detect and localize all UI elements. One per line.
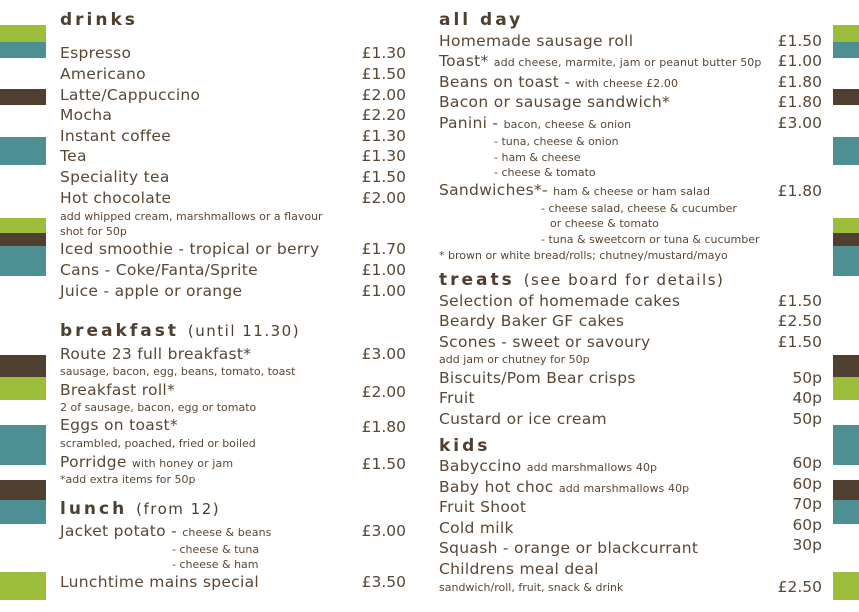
- all-day-heading: all day: [439, 10, 524, 30]
- menu-item-price: £1.30: [361, 147, 406, 165]
- menu-item-name: Childrens meal deal: [439, 560, 599, 578]
- menu-item-price: £3.00: [361, 522, 406, 540]
- menu-item-option: cheese & beans: [182, 526, 272, 539]
- menu-item-price: £1.50: [361, 455, 406, 473]
- menu-item-price: 60p: [792, 516, 822, 534]
- treats-heading-sub: (see board for details): [523, 271, 725, 289]
- menu-item-name: Latte/Cappuccino: [60, 86, 201, 104]
- menu-item-option: - ham & cheese: [494, 151, 581, 164]
- menu-item-price: £2.50: [777, 578, 822, 596]
- stripe: [0, 246, 46, 276]
- stripe: [833, 233, 859, 246]
- menu-item-option: - cheese & tuna: [172, 543, 260, 556]
- menu-item-name: Baby hot choc: [439, 478, 554, 496]
- stripe: [0, 377, 46, 400]
- menu-item-inline-note: add marshmallows 40p: [526, 461, 658, 474]
- stripe: [833, 218, 859, 233]
- stripe: [0, 25, 46, 42]
- stripe: [0, 233, 46, 246]
- menu-item-option: ham & cheese or ham salad: [553, 185, 711, 198]
- stripe: [833, 137, 859, 165]
- menu-item-note: *add extra items for 50p: [60, 473, 196, 486]
- stripe: [833, 480, 859, 500]
- stripe: [0, 137, 46, 165]
- stripe: [0, 425, 46, 465]
- menu-item-price: £1.30: [361, 127, 406, 145]
- menu-item-name: Americano: [60, 65, 146, 83]
- lunch-heading-title: lunch: [60, 499, 128, 519]
- menu-item-name: Toast*: [439, 52, 489, 70]
- all-day-footnote: * brown or white bread/rolls; chutney/mustard/mayo: [439, 249, 728, 262]
- stripe: [833, 377, 859, 400]
- menu-item-price: 60p: [792, 454, 822, 472]
- menu-item-name: Custard or ice cream: [439, 410, 607, 428]
- menu-item-name: Homemade sausage roll: [439, 32, 634, 50]
- menu-item-price: £2.00: [361, 383, 406, 401]
- menu-item-name: Lunchtime mains special: [60, 573, 260, 591]
- menu-item-name: Breakfast roll*: [60, 381, 176, 399]
- porridge-item: [60, 453, 233, 471]
- menu-item-option: - cheese & tomato: [494, 166, 596, 179]
- menu-item-price: £2.50: [777, 312, 822, 330]
- treats-heading: [439, 270, 724, 290]
- menu-item-name: Biscuits/Pom Bear crisps: [439, 369, 636, 387]
- stripe: [0, 42, 46, 58]
- menu-item-note: sausage, bacon, egg, beans, tomato, toast: [60, 365, 296, 378]
- menu-item-name: Hot chocolate: [60, 189, 172, 207]
- menu-item-name: Fruit Shoot: [439, 498, 527, 516]
- stripe: [833, 500, 859, 524]
- sandwiches-item: [439, 181, 710, 199]
- menu-item-note: add whipped cream, marshmallows or a flavour: [60, 210, 323, 223]
- menu-item-price: £2.20: [361, 106, 406, 124]
- menu-item-name: Eggs on toast*: [60, 416, 178, 434]
- stripe: [0, 218, 46, 233]
- breakfast-heading-title: breakfast: [60, 321, 179, 341]
- lunch-heading: [60, 499, 220, 519]
- panini-item: [439, 114, 631, 132]
- menu-item-price: £1.50: [777, 32, 822, 50]
- menu-item-name: Speciality tea: [60, 168, 170, 186]
- menu-item-price: 50p: [792, 410, 822, 428]
- menu-item-name: Cold milk: [439, 519, 514, 537]
- menu-item-name: Beans on toast -: [439, 73, 571, 91]
- menu-item-price: £1.80: [361, 418, 406, 436]
- stripe: [833, 355, 859, 377]
- stripe: [0, 355, 46, 377]
- treats-heading-title: treats: [439, 270, 515, 290]
- menu-item-price: £1.80: [777, 93, 822, 111]
- menu-item-note: 2 of sausage, bacon, egg or tomato: [60, 401, 257, 414]
- menu-item-name: Tea: [60, 147, 87, 165]
- menu-item-name: Bacon or sausage sandwich*: [439, 93, 671, 111]
- menu-item-option: - cheese & ham: [172, 558, 259, 571]
- menu-item-name: Selection of homemade cakes: [439, 292, 681, 310]
- menu-item-price: £1.30: [361, 44, 406, 62]
- menu-item-price: £3.50: [361, 573, 406, 591]
- menu-item-inline-note: add cheese, marmite, jam or peanut butter 50p: [493, 56, 762, 69]
- menu-item-price: £1.70: [361, 240, 406, 258]
- menu-item-inline-note: with honey or jam: [131, 457, 234, 470]
- menu-item-price: £1.80: [777, 73, 822, 91]
- menu-item-price: £1.50: [361, 65, 406, 83]
- menu-item-option: - tuna, cheese & onion: [494, 135, 619, 148]
- menu-item-name: Juice - apple or orange: [60, 282, 243, 300]
- menu-item-note: shot for 50p: [60, 225, 127, 238]
- kids-heading: kids: [439, 436, 491, 456]
- menu-item-name: Squash - orange or blackcurrant: [439, 539, 699, 557]
- lunch-heading-sub: (from 12): [136, 500, 221, 518]
- menu-item-inline-note: add marshmallows 40p: [558, 482, 690, 495]
- menu-item-name: Cans - Coke/Fanta/Sprite: [60, 261, 258, 279]
- baby-hot-choc-item: [439, 478, 689, 496]
- menu-item-price: £1.00: [361, 282, 406, 300]
- breakfast-heading-sub: (until 11.30): [187, 322, 301, 340]
- menu-item-name: Instant coffee: [60, 127, 172, 145]
- stripe: [833, 572, 859, 600]
- drinks-heading: drinks: [60, 10, 138, 30]
- menu-item-price: 70p: [792, 495, 822, 513]
- toast-item: [439, 52, 762, 70]
- menu-item-name: Fruit: [439, 389, 475, 407]
- menu-item-price: £1.50: [777, 292, 822, 310]
- menu-item-name: Iced smoothie - tropical or berry: [60, 240, 320, 258]
- menu-item-price: £3.00: [777, 114, 822, 132]
- menu-item-name: Babyccino: [439, 457, 522, 475]
- menu-item-name: Sandwiches*-: [439, 181, 548, 199]
- breakfast-heading: [60, 321, 300, 341]
- menu-item-name: Jacket potato -: [60, 522, 178, 540]
- menu-item-option: bacon, cheese & onion: [503, 118, 632, 131]
- menu-item-name: Mocha: [60, 106, 113, 124]
- menu-item-option: or cheese & tomato: [550, 217, 659, 230]
- menu-item-name: Espresso: [60, 44, 132, 62]
- menu-item-name: Beardy Baker GF cakes: [439, 312, 625, 330]
- left-stripe-band: [0, 0, 46, 612]
- menu-item-note: add jam or chutney for 50p: [439, 353, 590, 366]
- menu-item-name: Scones - sweet or savoury: [439, 333, 651, 351]
- menu-item-price: £1.00: [361, 261, 406, 279]
- stripe: [833, 425, 859, 465]
- menu-item-price: £2.00: [361, 189, 406, 207]
- menu-item-inline-note: with cheese £2.00: [575, 77, 679, 90]
- menu-item-price: £2.00: [361, 86, 406, 104]
- menu-item-note: scrambled, poached, fried or boiled: [60, 437, 256, 450]
- stripe: [833, 42, 859, 58]
- menu-item-price: £1.50: [361, 168, 406, 186]
- babyccino-item: [439, 457, 657, 475]
- stripe: [833, 25, 859, 42]
- menu-item-note: sandwich/roll, fruit, snack & drink: [439, 581, 624, 594]
- right-stripe-band: [833, 0, 859, 612]
- stripe: [833, 89, 859, 105]
- stripe: [833, 246, 859, 276]
- menu-item-price: £3.00: [361, 345, 406, 363]
- jacket-potato-item: [60, 522, 272, 540]
- menu-item-name: Porridge: [60, 453, 127, 471]
- menu-item-price: 30p: [792, 536, 822, 554]
- menu-item-price: 60p: [792, 475, 822, 493]
- beans-item: [439, 73, 678, 91]
- menu-item-price: £1.00: [777, 52, 822, 70]
- menu-item-name: Panini -: [439, 114, 499, 132]
- menu-item-name: Route 23 full breakfast*: [60, 345, 252, 363]
- menu-item-option: - tuna & sweetcorn or tuna & cucumber: [541, 233, 760, 246]
- stripe: [0, 480, 46, 500]
- stripe: [0, 89, 46, 105]
- menu-item-option: - cheese salad, cheese & cucumber: [541, 202, 737, 215]
- menu-item-price: 50p: [792, 369, 822, 387]
- menu-item-price: £1.80: [777, 182, 822, 200]
- stripe: [0, 500, 46, 524]
- stripe: [0, 572, 46, 600]
- menu-item-price: 40p: [792, 389, 822, 407]
- menu-item-price: £1.50: [777, 333, 822, 351]
